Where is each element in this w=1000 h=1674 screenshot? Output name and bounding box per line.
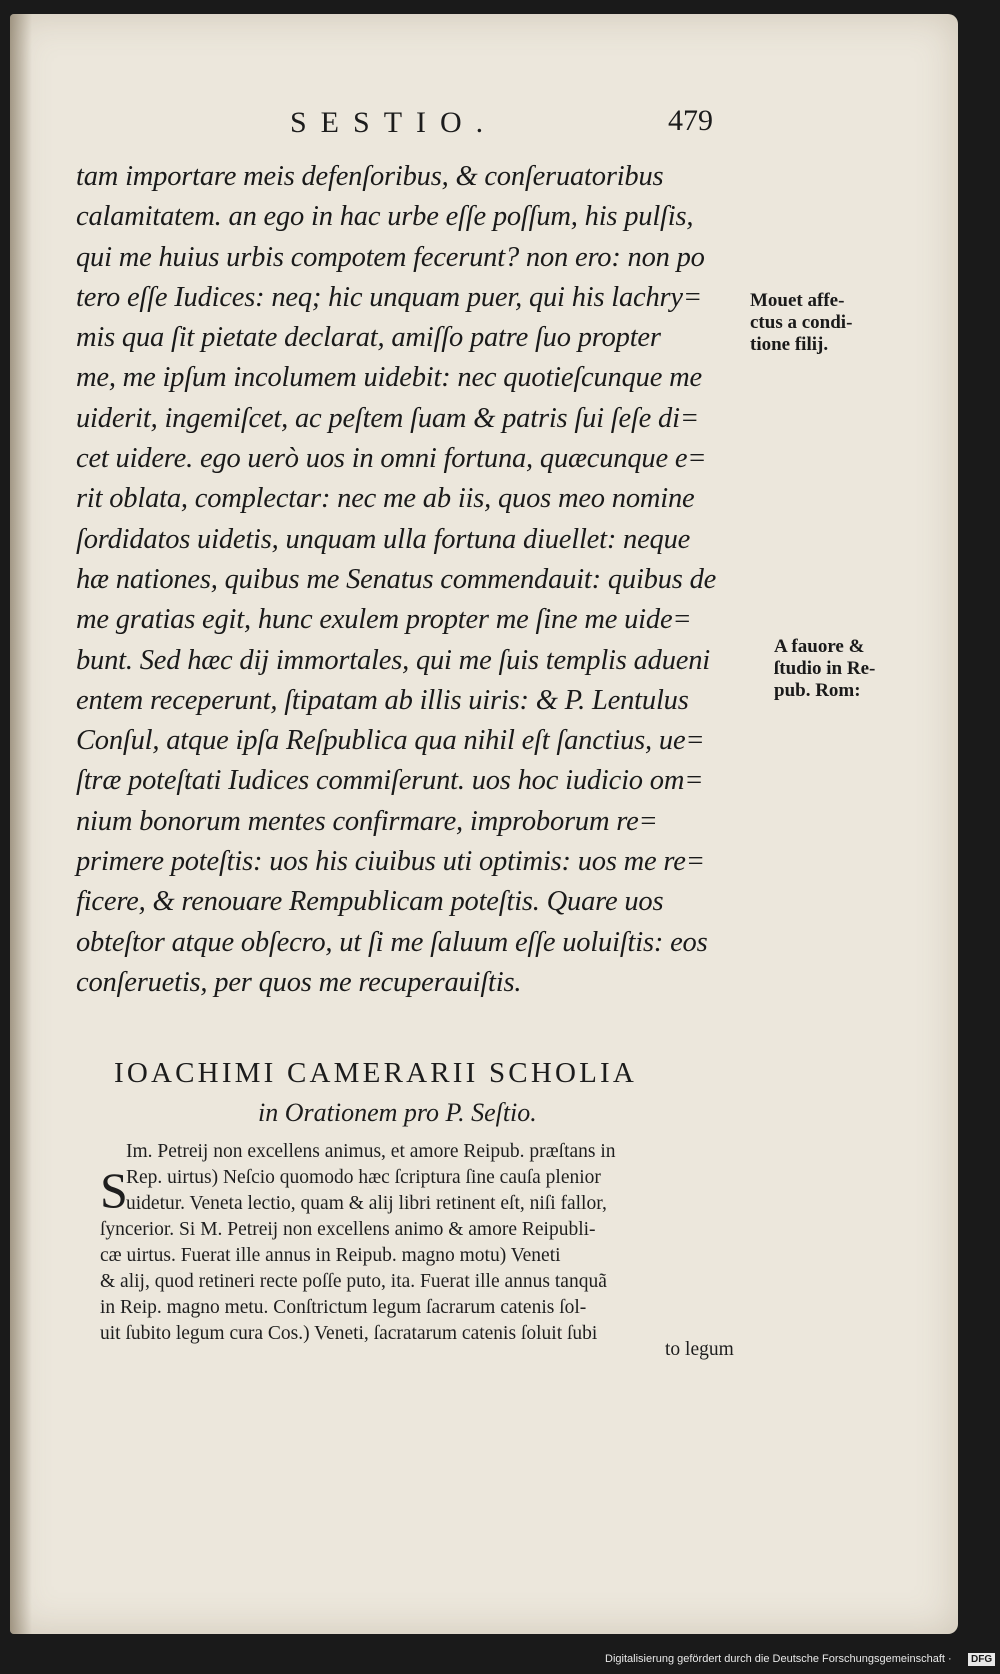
margin-note-line: ſtudio in Re- <box>774 658 876 679</box>
drop-cap: S <box>100 1162 128 1218</box>
text-line: obteſtor atque obſecro, ut ſi me ſaluum eſſe uoluiſtis: eos <box>76 926 708 958</box>
text-line: uiderit, ingemiſcet, ac peſtem ſuam & patris ſui ſeſe di= <box>76 402 699 434</box>
text-line: nium bonorum mentes confirmare, improborum re= <box>76 805 658 837</box>
text-line: me, me ipſum incolumem uidebit: nec quotieſcunque me <box>76 362 702 394</box>
margin-note-line: Mouet affe- <box>750 290 845 311</box>
text-line: conſeruetis, per quos me recuperauiſtis. <box>76 966 522 998</box>
text-line: entem receperunt, ſtipatam ab illis uiris: & P. Lentulus <box>76 684 689 716</box>
scholia-line: in Reip. magno metu. Conſtrictum legum ſacrarum catenis ſol- <box>100 1297 587 1318</box>
text-line: ſtræ poteſtati Iudices commiſerunt. uos hoc iudicio om= <box>76 765 704 797</box>
text-line: mis qua ſit pietate declarat, amiſſo patre ſuo propter <box>76 322 661 354</box>
text-line: tam importare meis defenſoribus, & conſeruatoribus <box>76 161 664 192</box>
scholia-line: ſyncerior. Si M. Petreij non excellens animo & amore Reipubli- <box>100 1219 596 1240</box>
text-line: Conſul, atque ipſa Reſpublica qua nihil eſt ſanctius, ue= <box>76 725 705 757</box>
text-line: primere poteſtis: uos his ciuibus uti optimis: uos me re= <box>76 846 705 878</box>
text-line: rit oblata, complectar: nec me ab iis, quos meo nomine <box>76 483 695 515</box>
text-line: me gratias egit, hunc exulem propter me ſine me uide= <box>76 604 692 636</box>
dfg-logo: DFG <box>968 1653 995 1666</box>
text-line: cet uidere. ego uerò uos in omni fortuna, quæcunque e= <box>76 443 707 475</box>
margin-note-line: tione filij. <box>750 334 829 355</box>
text-line: bunt. Sed hæc dij immortales, qui me ſuis templis adueni <box>76 644 710 676</box>
scholia-block <box>100 1139 760 1347</box>
main-text-block <box>76 157 736 1003</box>
catchword: to legum <box>665 1339 734 1360</box>
scholia-line: Im. Petreij non excellens animus, et amore Reipub. præſtans in <box>126 1141 616 1162</box>
text-line: ſordidatos uidetis, unquam ulla fortuna diuellet: neque <box>76 523 691 555</box>
text-line: calamitatem. an ego in hac urbe eſſe poſſum, his pulſis, <box>76 201 694 233</box>
margin-note-2 <box>774 636 875 702</box>
scholia-subheading: in Orationem pro P. Seſtio. <box>258 1098 537 1127</box>
scholia-line: uit ſubito legum cura Cos.) Veneti, ſacratarum catenis ſoluit ſubi <box>100 1323 598 1344</box>
text-line: tero eſſe Iudices: neq; hic unquam puer, qui his lachry= <box>76 281 702 313</box>
scholia-line: & alij, quod retineri recte poſſe puto, ita. Fuerat ille annus tanquã <box>100 1271 607 1292</box>
margin-note-1 <box>750 290 852 356</box>
gutter-shadow <box>10 14 32 1634</box>
digitization-credit: Digitalisierung gefördert durch die Deutsche Forschungsgemeinschaft · <box>605 1653 952 1665</box>
scholia-line: uidetur. Veneta lectio, quam & alij libri retinent eſt, niſi fallor, <box>126 1193 607 1214</box>
book-page <box>10 14 958 1634</box>
scholia-line: Rep. uirtus) Neſcio quomodo hæc ſcriptura ſine cauſa plenior <box>126 1167 601 1188</box>
text-line: ficere, & renouare Rempublicam poteſtis. Quare uos <box>76 886 664 918</box>
margin-note-line: ctus a condi- <box>750 312 853 333</box>
running-head: SESTIO. <box>290 106 498 139</box>
text-line: qui me huius urbis compotem fecerunt? non ero: non po <box>76 241 705 273</box>
text-line: hæ nationes, quibus me Senatus commendauit: quibus de <box>76 563 717 595</box>
scholia-heading: IOACHIMI CAMERARII SCHOLIA <box>114 1057 638 1089</box>
scholia-line: cæ uirtus. Fuerat ille annus in Reipub. magno motu) Veneti <box>100 1245 561 1266</box>
page-number: 479 <box>668 104 713 137</box>
margin-note-line: A fauore & <box>774 636 865 657</box>
margin-note-line: pub. Rom: <box>774 680 861 701</box>
